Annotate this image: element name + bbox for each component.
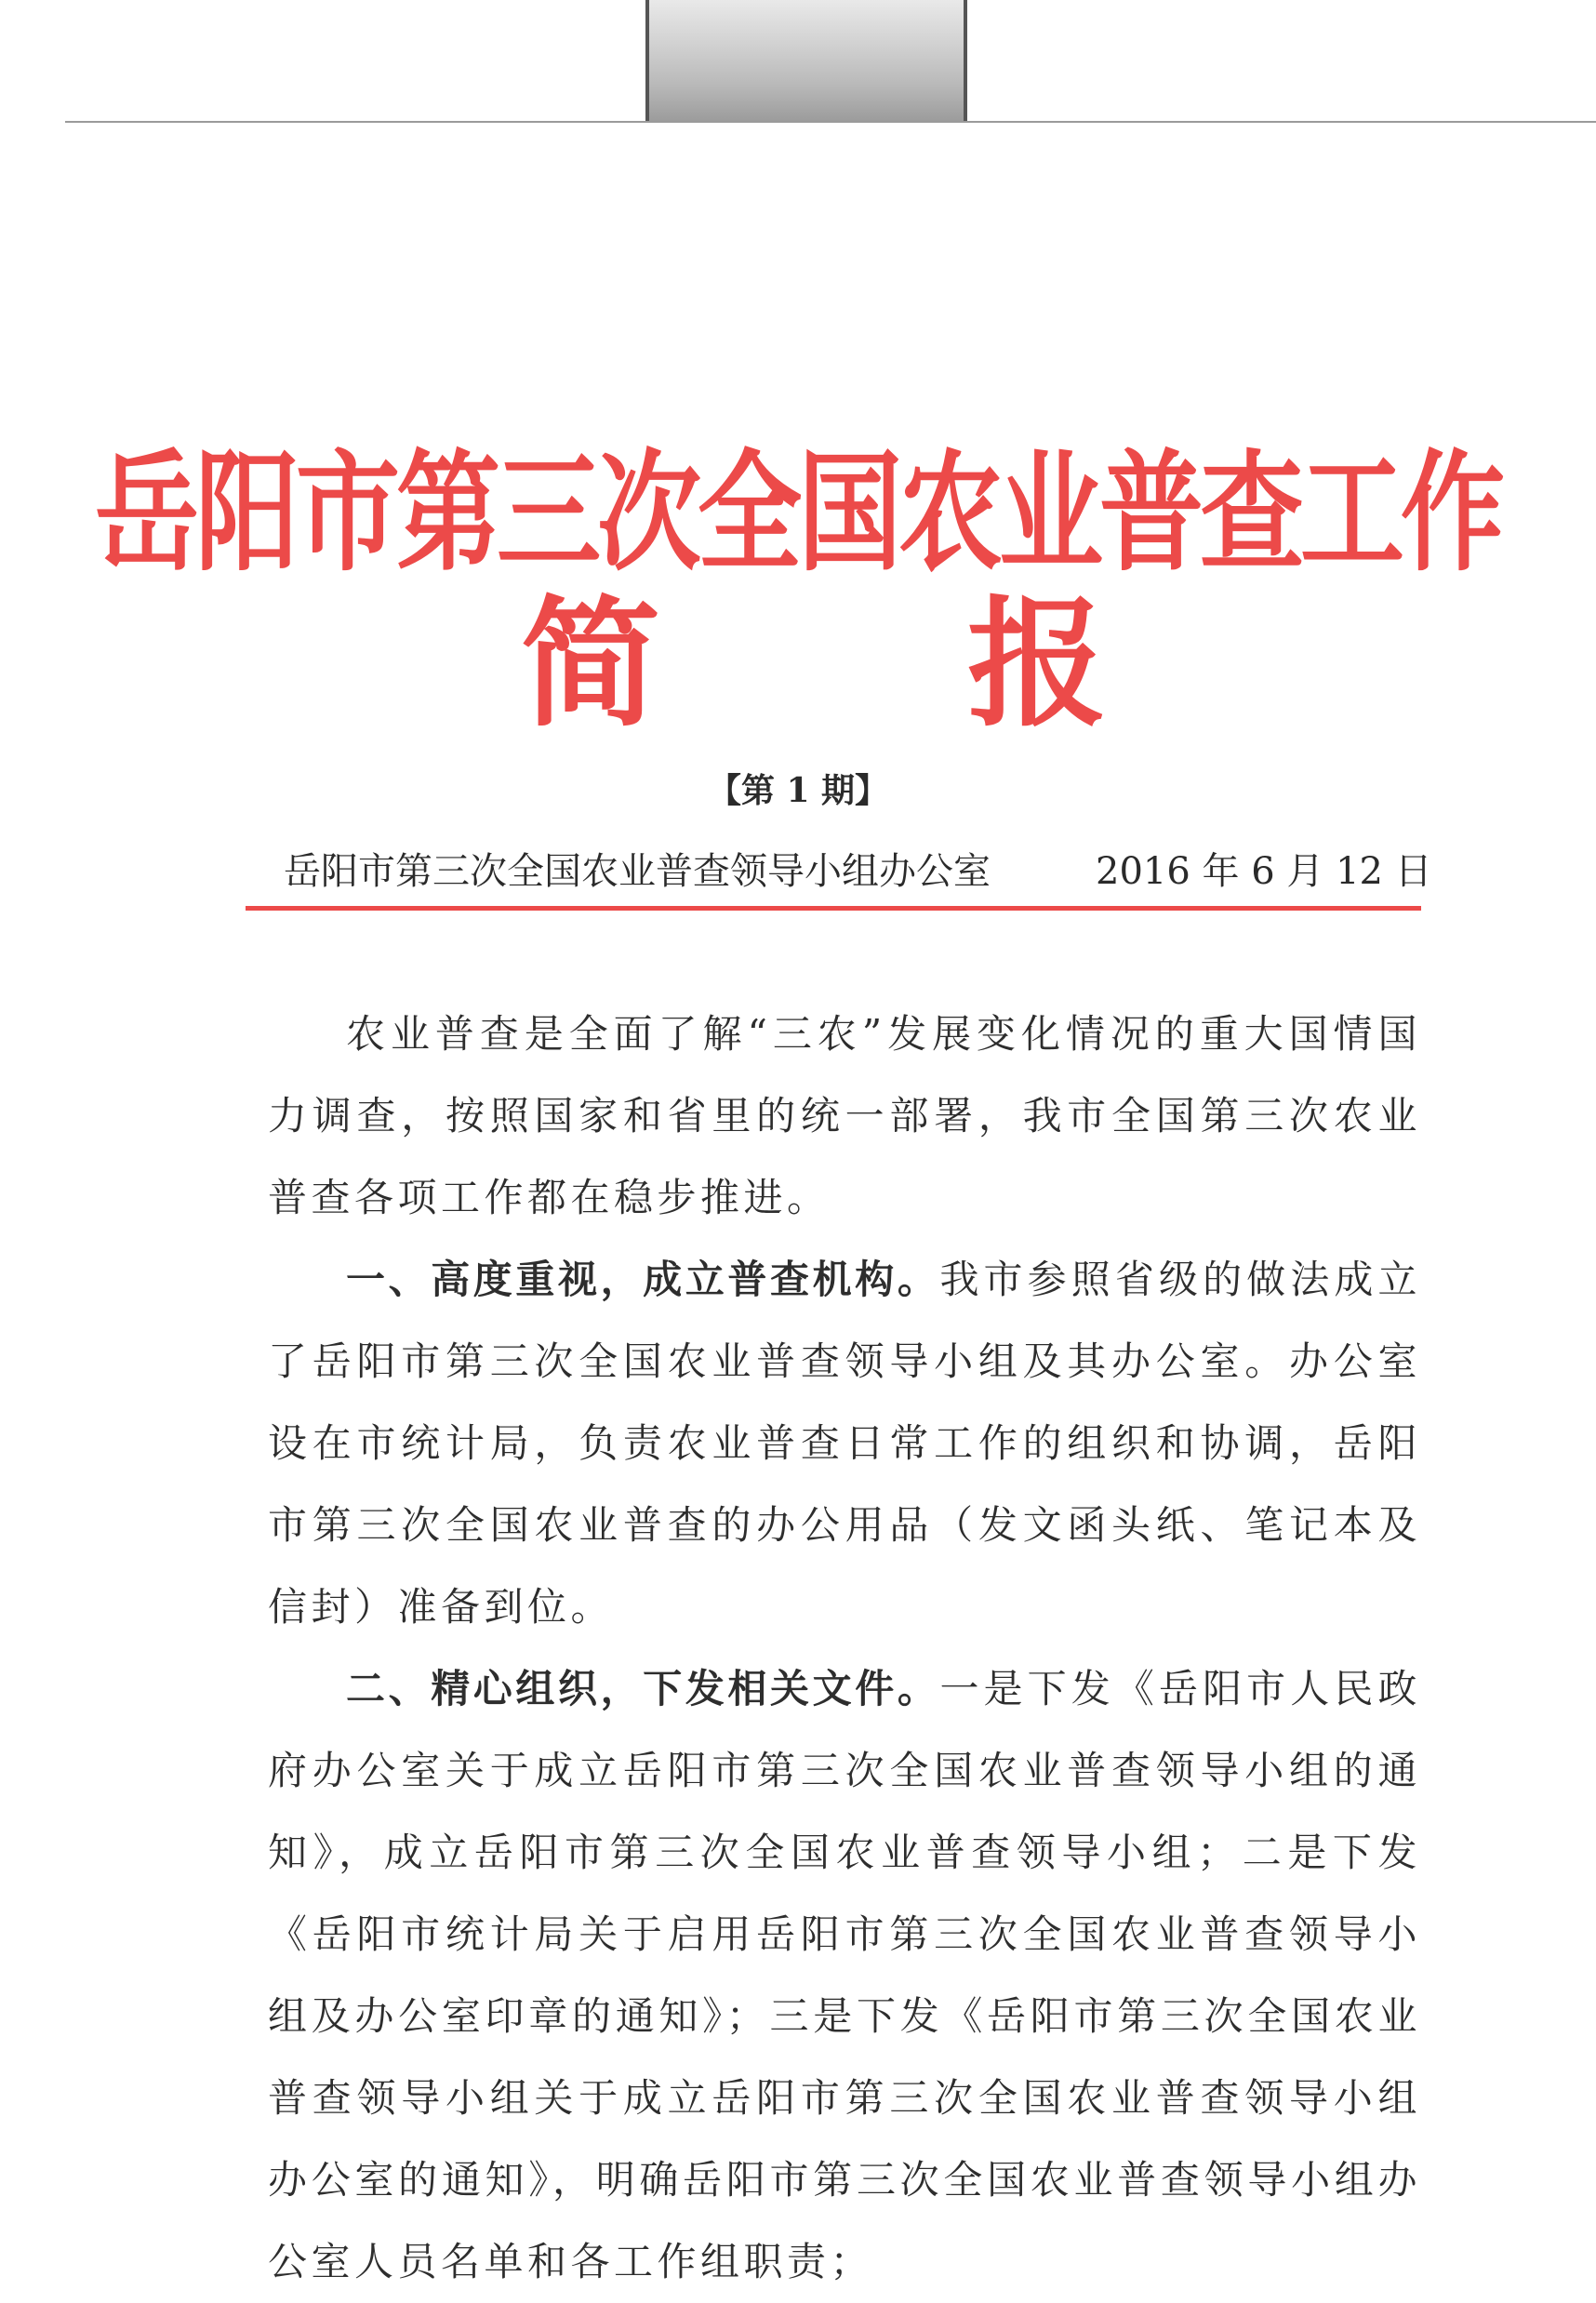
subtitle-char-bao: 报 xyxy=(967,584,1108,746)
section-1-text: 我市参照省级的做法成立了岳阳市第三次全国农业普查领导小组及其办公室。办公室设在市统计局，负责农业普查日常工作的组织和协调，岳阳市第三次全国农业普查的办公用品（发文函头纸、笔记本及信封）准备到位。 xyxy=(268,1257,1421,1630)
section-2-text: 一是下发《岳阳市人民政府办公室关于成立岳阳市第三次全国农业普查领导小组的通知》，成立岳阳市第三次全国农业普查领导小组；二是下发《岳阳市统计局关于启用岳阳市第三次全国农业普查领导小组及办公室印章的通知》；三是下发《岳阳市第三次全国农业普查领导小组关于成立岳阳市第三次全国农业普查领导小组办公室的通知》，明确岳阳市第三次全国农业普查领导小组办公室人员名单和各工作组职责； xyxy=(268,1666,1421,2284)
scanner-clip xyxy=(645,0,967,121)
issuer-office: 岳阳市第三次全国农业普查领导小组办公室 xyxy=(284,850,991,893)
issue-date: 2016 年 6 月 12 日 xyxy=(1096,850,1432,893)
document-body xyxy=(268,993,1421,2303)
subtitle-char-jian: 简 xyxy=(521,584,661,746)
section-1-paragraph xyxy=(268,1239,1421,1648)
bulletin-title: 岳阳市第三次全国农业普查工作 xyxy=(95,438,1501,590)
section-1-heading: 一、高度重视，成立普查机构。 xyxy=(346,1257,940,1302)
issue-number: 【第 1 期】 xyxy=(707,771,889,810)
red-divider xyxy=(246,906,1421,911)
intro-paragraph: 农业普查是全面了解“三农”发展变化情况的重大国情国力调查，按照国家和省里的统一部署，我市全国第三次农业普查各项工作都在稳步推进。 xyxy=(268,1011,1421,1220)
bulletin-subtitle xyxy=(0,584,1596,746)
scanner-edge-line xyxy=(65,121,1596,123)
section-2-paragraph xyxy=(268,1648,1421,2303)
section-2-heading: 二、精心组织，下发相关文件。 xyxy=(346,1666,940,1711)
